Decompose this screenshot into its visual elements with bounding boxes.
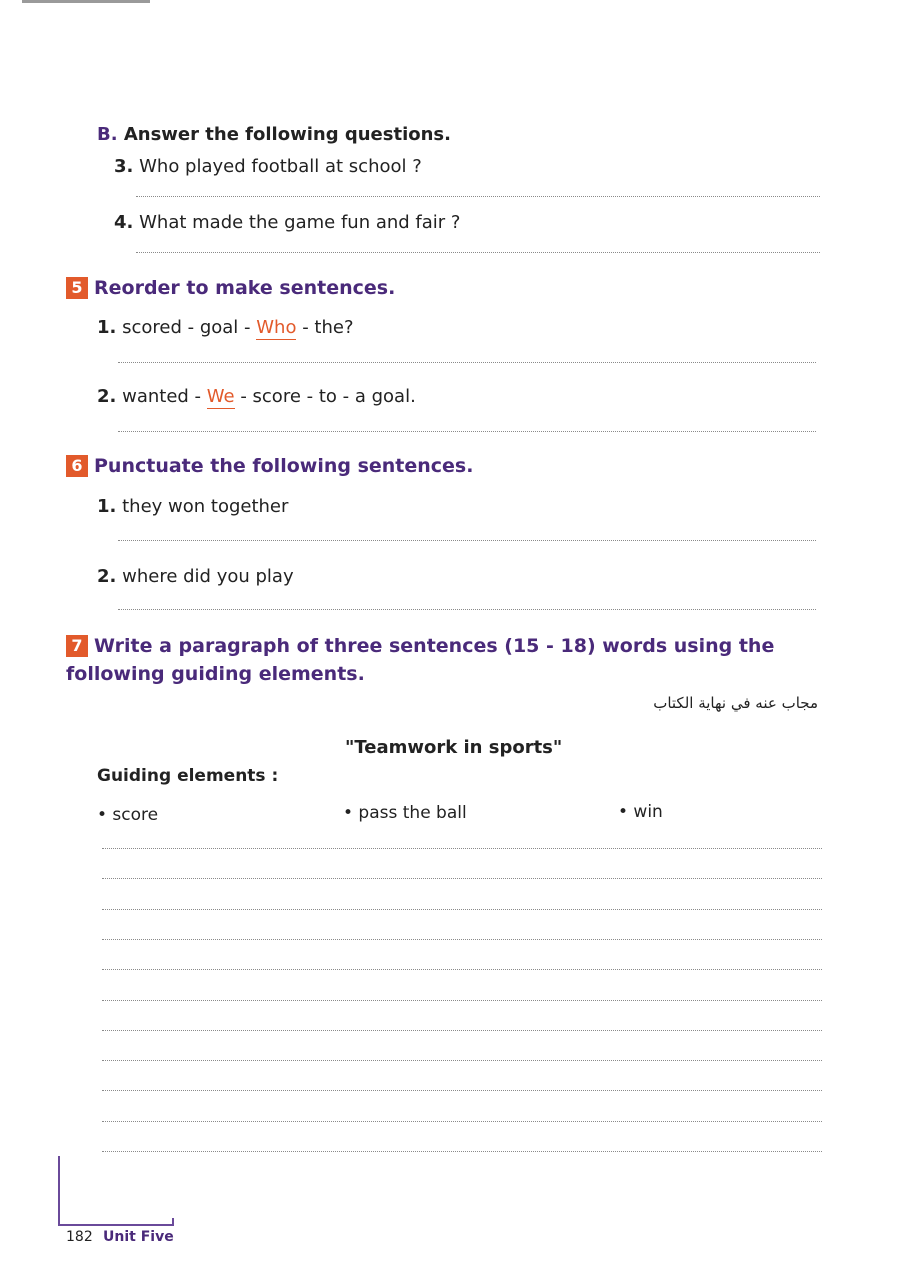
writing-line[interactable]: [102, 1151, 822, 1152]
item-text: they won together: [122, 496, 289, 517]
punctuate-item-2: [97, 566, 294, 587]
exercise-title: Punctuate the following sentences.: [94, 455, 474, 477]
footer-rule: [58, 1224, 174, 1226]
writing-line[interactable]: [102, 1030, 822, 1031]
margin-line: [58, 1156, 60, 1226]
writing-line[interactable]: [102, 848, 822, 849]
paragraph-topic: "Teamwork in sports": [345, 737, 563, 758]
answer-line[interactable]: [118, 431, 816, 432]
writing-line[interactable]: [102, 939, 822, 940]
item-text-after: - the?: [296, 317, 354, 338]
page-number: 182: [66, 1229, 93, 1245]
exercise-number-badge: 6: [66, 455, 88, 477]
item-number: 2.: [97, 386, 117, 407]
answer-line[interactable]: [118, 540, 816, 541]
question-4: [114, 212, 460, 233]
item-number: 1.: [97, 317, 117, 338]
exercise-title: Reorder to make sentences.: [94, 277, 396, 299]
item-number: 2.: [97, 566, 117, 587]
item-text-before: scored - goal -: [122, 317, 257, 338]
question-text: Who played football at school ?: [139, 156, 422, 177]
answer-line[interactable]: [136, 196, 820, 197]
exercise-title: Write a paragraph of three sentences (15 - 18) words using the following guiding elements.: [66, 635, 775, 685]
answer-line[interactable]: [136, 252, 820, 253]
punctuate-item-1: [97, 496, 288, 517]
footer-rule-tick: [172, 1218, 174, 1226]
guiding-element-win: • win: [618, 802, 663, 822]
highlighted-word: Who: [256, 317, 297, 338]
item-text: where did you play: [122, 566, 294, 587]
answer-line[interactable]: [118, 609, 816, 610]
writing-line[interactable]: [102, 878, 822, 879]
top-edge-bar: [22, 0, 150, 3]
item-number: 1.: [97, 496, 117, 517]
item-text-after: - score - to - a goal.: [234, 386, 416, 407]
exercise-7-heading: [66, 632, 826, 688]
question-3: [114, 156, 422, 177]
guiding-elements-label: Guiding elements :: [97, 766, 279, 786]
exercise-number-badge: 5: [66, 277, 88, 299]
guiding-element-pass-the-ball: • pass the ball: [343, 803, 467, 823]
writing-line[interactable]: [102, 969, 822, 970]
section-b-letter: B.: [97, 124, 118, 145]
writing-line[interactable]: [102, 1121, 822, 1122]
question-number: 3.: [114, 156, 134, 177]
answer-line[interactable]: [118, 362, 816, 363]
writing-line[interactable]: [102, 1090, 822, 1091]
question-text: What made the game fun and fair ?: [139, 212, 461, 233]
highlighted-word: We: [206, 386, 235, 407]
item-text-before: wanted -: [122, 386, 207, 407]
reorder-item-2: [97, 386, 416, 407]
exercise-5-heading: [66, 277, 395, 299]
exercise-number-badge: 7: [66, 635, 88, 657]
answer-key-note: مجاب عنه في نهاية الكتاب: [653, 694, 818, 712]
section-b-title: Answer the following questions.: [123, 124, 451, 145]
section-b-heading: [97, 124, 451, 145]
writing-line[interactable]: [102, 909, 822, 910]
question-number: 4.: [114, 212, 134, 233]
writing-line[interactable]: [102, 1060, 822, 1061]
guiding-element-score: • score: [97, 805, 159, 825]
unit-label: Unit Five: [103, 1229, 174, 1245]
reorder-item-1: [97, 317, 354, 338]
exercise-6-heading: [66, 455, 473, 477]
writing-line[interactable]: [102, 1000, 822, 1001]
